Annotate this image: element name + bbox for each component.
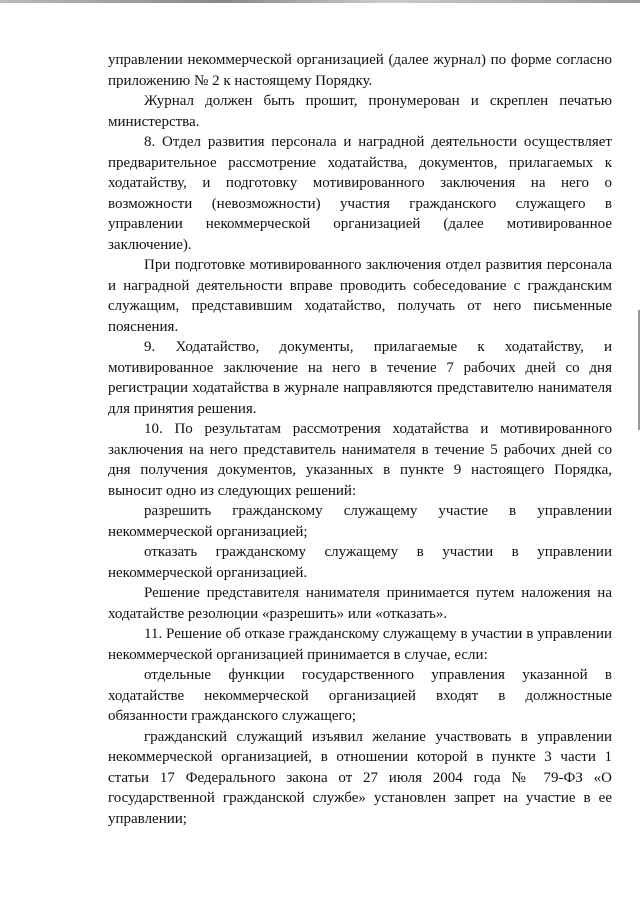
paragraph-decision-refuse: отказать гражданскому служащему в участии в управлении некоммерческой организацией. [108,544,612,581]
document-page [108,50,612,829]
scan-edge-top [0,0,640,3]
paragraph-journal-form: управлении некоммерческой организацией (далее журнал) по форме согласно приложению № 2 к настоящему Порядку. [108,52,612,89]
paragraph-clause-8: 8. Отдел развития персонала и наградной деятельности осуществляет предварительное рассмотрение ходатайства, документов, прилагаемых к ходатайству, и подготовку мотивированного заключения на него о возможности (невозможности) участия гражданского служащего в управлении некоммерческой организацией (далее мотивированное заключение). [108,134,612,253]
paragraph-clause-11: 11. Решение об отказе гражданскому служащему в участии в управлении некоммерческой организацией принимается в случае, если: [108,626,612,663]
paragraph-refusal-reason-2: гражданский служащий изъявил желание участвовать в управлении некоммерческой организацией, в отношении которой в пункте 3 части 1 статьи 17 Федерального закона от 27 июля 2004 года № 79-ФЗ «О государственной гражданской службе» установлен запрет на участие в ее управлении; [108,728,612,827]
paragraph-journal-sealing: Журнал должен быть прошит, пронумерован и скреплен печатью министерства. [108,93,612,130]
paragraph-refusal-reason-1: отдельные функции государственного управления указанной в ходатайстве некоммерческой организацией входят в должностные обязанности гражданского служащего; [108,667,612,724]
paragraph-interview: При подготовке мотивированного заключения отдел развития персонала и наградной деятельности вправе проводить собеседование с гражданским служащим, представившим ходатайство, получать от него письменные пояснения. [108,257,612,335]
paragraph-decision-allow: разрешить гражданскому служащему участие в управлении некоммерческой организацией; [108,503,612,540]
paragraph-clause-9: 9. Ходатайство, документы, прилагаемые к ходатайству, и мотивированное заключение на него в течение 7 рабочих дней со дня регистрации ходатайства в журнале направляются представителю нанимателя для принятия решения. [108,339,612,417]
paragraph-clause-10: 10. По результатам рассмотрения ходатайства и мотивированного заключения на него представитель нанимателя в течение 5 рабочих дней со дня получения документов, указанных в пункте 9 настоящего Порядка, выносит одно из следующих решений: [108,421,612,499]
paragraph-resolution: Решение представителя нанимателя принимается путем наложения на ходатайстве резолюции «разрешить» или «отказать». [108,585,612,622]
